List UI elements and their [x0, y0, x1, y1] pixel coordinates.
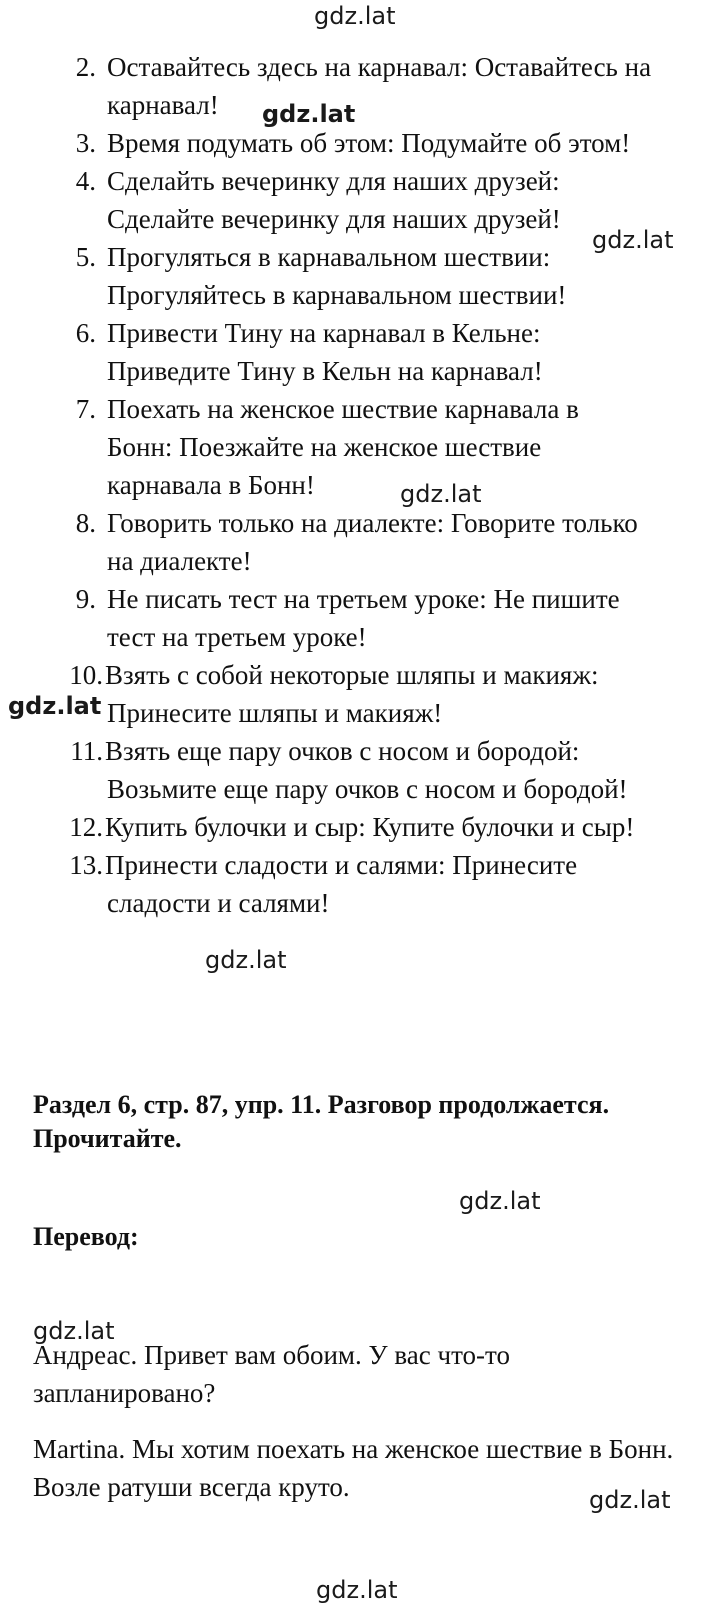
watermark: gdz.lat: [8, 692, 102, 720]
list-item-text: Взять еще пару очков с носом и бородой:: [105, 736, 580, 766]
watermark: gdz.lat: [262, 100, 356, 128]
list-item-number: 6.: [75, 318, 96, 348]
list-item-number: 7.: [75, 394, 96, 424]
list-item-text: Приведите Тину в Кельн на карнавал!: [107, 356, 543, 386]
list-item-number: 8.: [75, 508, 96, 538]
list-item-number: 4.: [75, 166, 96, 196]
list-item-text: на диалекте!: [107, 546, 252, 576]
list-item-text: сладости и салями!: [107, 888, 330, 918]
list-item-text: Сделайте вечеринку для наших друзей!: [107, 204, 561, 234]
list-item-text: Бонн: Поезжайте на женское шествие: [107, 432, 542, 462]
section-heading: Раздел 6, стр. 87, упр. 11. Разговор продолжается. Прочитайте.: [33, 1090, 610, 1153]
watermark: gdz.lat: [33, 1317, 115, 1345]
list-item-number: 13.: [69, 850, 103, 880]
watermark: gdz.lat: [316, 1576, 398, 1604]
list-item-text: Взять с собой некоторые шляпы и макияж:: [105, 660, 599, 690]
list-item-text: Привести Тину на карнавал в Кельне:: [107, 318, 541, 348]
list-item-text: Прогуляться в карнавальном шествии:: [107, 242, 551, 272]
list-item-text: тест на третьем уроке!: [107, 622, 367, 652]
list-item-text: карнавала в Бонн!: [107, 470, 315, 500]
list-item-number: 2.: [75, 52, 96, 82]
watermark: gdz.lat: [589, 1486, 671, 1514]
list-item-text: Возьмите еще пару очков с носом и бородой!: [107, 774, 628, 804]
list-item-text: Сделайть вечеринку для наших друзей:: [107, 166, 560, 196]
watermark: gdz.lat: [205, 946, 287, 974]
list-item-text: Не писать тест на третьем уроке: Не пишите: [107, 584, 620, 614]
list-item-text: карнавал!: [107, 90, 219, 120]
list-item-number: 10.: [69, 660, 103, 690]
list-item-text: Поехать на женское шествие карнавала в: [107, 394, 579, 424]
translation-label: Перевод:: [33, 1222, 139, 1251]
list-item-text: Купить булочки и сыр: Купите булочки и сыр!: [105, 812, 635, 842]
dialogue-line-martina: Martina. Мы хотим поехать на женское шествие в Бонн. Возле ратуши всегда круто.: [33, 1434, 674, 1502]
list-item-text: Принесите шляпы и макияж!: [107, 698, 443, 728]
list-item-text: Оставайтесь здесь на карнавал: Оставайтесь на: [107, 52, 652, 82]
watermark: gdz.lat: [459, 1187, 541, 1215]
list-item-text: Прогуляйтесь в карнавальном шествии!: [107, 280, 567, 310]
list-item-text: Время подумать об этом: Подумайте об этом!: [107, 128, 631, 158]
list-item-number: 9.: [75, 584, 96, 614]
list-item-number: 3.: [75, 128, 96, 158]
list-item-text: Принести сладости и салями: Принесите: [105, 850, 578, 880]
watermark: gdz.lat: [592, 226, 674, 254]
dialogue-line-andreas: Андреас. Привет вам обоим. У вас что-то запланировано?: [33, 1340, 510, 1408]
watermark: gdz.lat: [314, 2, 396, 30]
watermark: gdz.lat: [400, 480, 482, 508]
list-item-text: Говорить только на диалекте: Говорите только: [107, 508, 638, 538]
list-item-number: 12.: [69, 812, 103, 842]
list-item-number: 11.: [70, 736, 103, 766]
list-item-number: 5.: [75, 242, 96, 272]
